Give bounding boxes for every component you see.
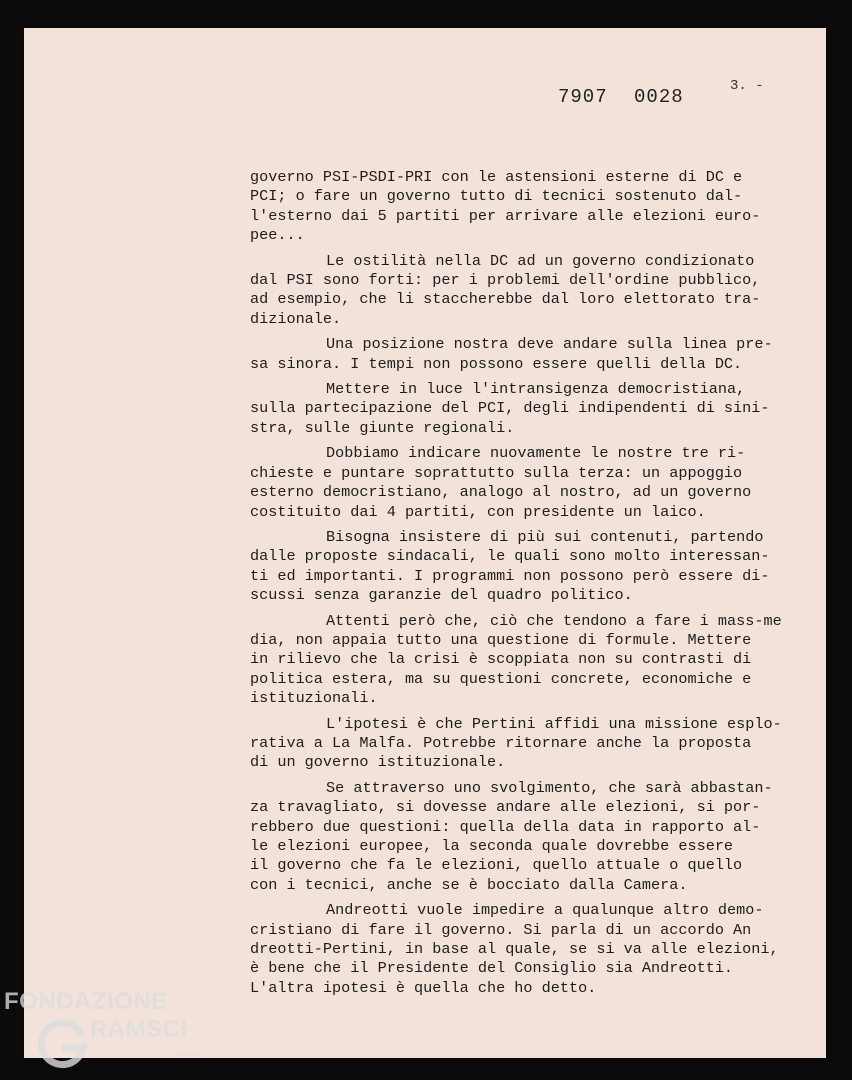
text-line: sulla partecipazione del PCI, degli indipendenti di sini- (250, 399, 770, 418)
text-line: Bisogna insistere di più sui contenuti, partendo (326, 527, 764, 546)
text-line: rebbero due questioni: quella della data in rapporto al- (250, 817, 761, 836)
text-line: Una posizione nostra deve andare sulla linea pre- (326, 335, 773, 354)
text-line: za travagliato, si dovesse andare alle elezioni, si por- (250, 798, 761, 817)
paragraph-6 (250, 528, 820, 606)
text-line: politica estera, ma su questioni concrete, economiche e (250, 669, 752, 688)
text-line: dizionale. (250, 309, 342, 328)
watermark-line1: FONDAZIONE (4, 988, 168, 1015)
text-line: è bene che il Presidente del Consiglio sia Andreotti. (250, 959, 734, 978)
text-line: Dobbiamo indicare nuovamente le nostre tre ri- (326, 444, 746, 463)
text-line: dal PSI sono forti: per i problemi dell'ordine pubblico, (250, 271, 761, 290)
body-text (250, 168, 820, 1004)
text-line: di un governo istituzionale. (250, 753, 506, 772)
document-page (24, 28, 826, 1058)
fondazione-gramsci-watermark (4, 988, 244, 1080)
text-line: le elezioni europee, la seconda quale dovrebbe essere (250, 837, 734, 855)
text-line: dreotti-Pertini, in base al quale, se si va alle elezioni, (250, 940, 779, 959)
paragraph-4 (250, 380, 820, 438)
text-line: L'ipotesi è che Pertini affidi una missione esplo- (326, 714, 782, 733)
text-line: con i tecnici, anche se è bocciato dalla Camera. (250, 875, 688, 894)
text-line: costituito dai 4 partiti, con presidente un laico. (250, 502, 706, 521)
text-line: cristiano di fare il governo. Si parla di un accordo An (250, 920, 752, 939)
text-line: Le ostilità nella DC ad un governo condizionato (326, 251, 755, 270)
document-number: 7907 0028 (558, 86, 684, 108)
paragraph-10 (250, 901, 820, 998)
text-line: PCI; o fare un governo tutto di tecnici sostenuto dal- (250, 187, 743, 206)
paragraph-9 (250, 779, 820, 895)
text-line: scussi senza garanzie del quadro politico. (250, 586, 633, 605)
text-line: Andreotti vuole impedire a qualunque altro demo- (326, 901, 764, 920)
paragraph-8 (250, 715, 820, 773)
g-logo-icon (36, 1018, 90, 1072)
text-line: Se attraverso uno svolgimento, che sarà abbastan- (326, 778, 773, 797)
text-line: governo PSI-PSDI-PRI con le astensioni esterne di DC e (250, 168, 743, 186)
text-line: esterno democristiano, analogo al nostro, ad un governo (250, 483, 752, 502)
watermark-suffix: onlus (176, 1048, 203, 1060)
text-line: sa sinora. I tempi non possono essere quelli della DC. (250, 354, 743, 373)
text-line: il governo che fa le elezioni, quello attuale o quello (250, 856, 743, 875)
paragraph-1 (250, 168, 820, 246)
text-line: ti ed importanti. I programmi non possono però essere di- (250, 566, 770, 585)
paragraph-7 (250, 612, 820, 709)
text-line: pee... (250, 226, 305, 245)
text-line: in rilievo che la crisi è scoppiata non su contrasti di (250, 650, 752, 669)
text-line: stra, sulle giunte regionali. (250, 418, 515, 437)
text-line: L'altra ipotesi è quella che ho detto. (250, 978, 597, 997)
text-line: dalle proposte sindacali, le quali sono molto interessan- (250, 547, 770, 566)
page-number: 3. - (730, 78, 764, 94)
text-line: ad esempio, che li staccherebbe dal loro elettorato tra- (250, 290, 761, 309)
paragraph-5 (250, 444, 820, 522)
text-line: dia, non appaia tutto una questione di formule. Mettere (250, 630, 752, 649)
text-line: istituzionali. (250, 689, 378, 708)
paragraph-3 (250, 335, 820, 374)
text-line: chieste e puntare soprattutto sulla terza: un appoggio (250, 463, 743, 482)
paragraph-2 (250, 252, 820, 330)
text-line: Mettere in luce l'intransigenza democristiana, (326, 380, 746, 399)
text-line: Attenti però che, ciò che tendono a fare i mass-me (326, 611, 782, 630)
text-line: rativa a La Malfa. Potrebbe ritornare anche la proposta (250, 733, 752, 752)
text-line: l'esterno dai 5 partiti per arrivare alle elezioni euro- (250, 206, 761, 225)
watermark-line2: RAMSCI (90, 1016, 188, 1043)
